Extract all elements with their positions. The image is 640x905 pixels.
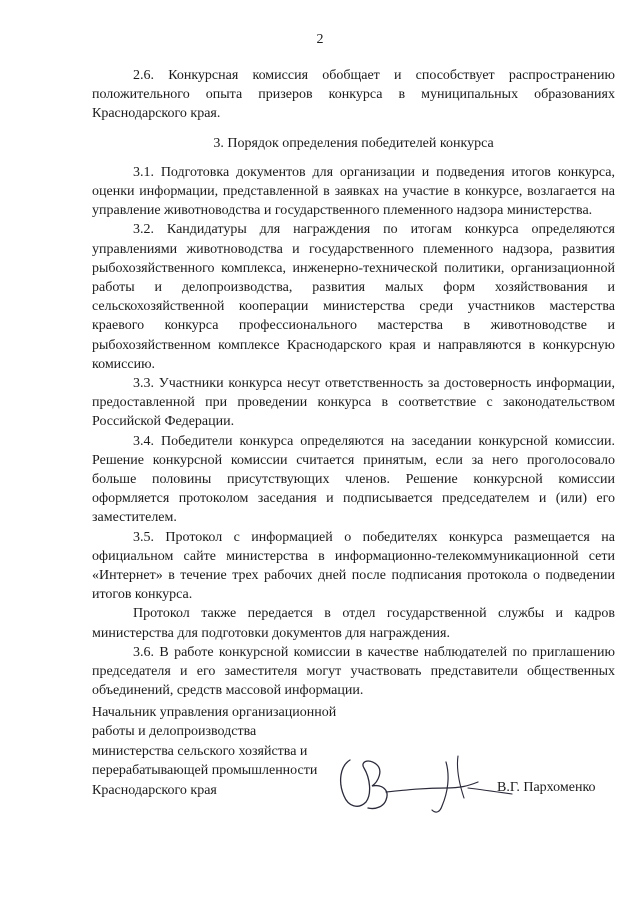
paragraph-2-6: 2.6. Конкурсная комиссия обобщает и способствует распространению положительного опыта призеров конкурса в муниципальных образованиях Краснодарского края. <box>92 68 615 122</box>
position-line: Начальник управления организационной <box>92 705 337 720</box>
paragraph-3-1: 3.1. Подготовка документов для организации и подведения итогов конкурса, оценки информации, представленной в заявках на участие в конкурсе, возлагается на управление животноводства и государственного племенного надзора министерства. <box>92 164 615 219</box>
position-line: Краснодарского края <box>92 782 217 798</box>
position-line: перерабатывающей промышленности <box>92 763 318 779</box>
paragraph-protocol: Протокол также передается в отдел государственной службы и кадров министерства для подготовки документов для награждения. <box>92 606 615 641</box>
paragraph-3-4: 3.4. Победители конкурса определяются на заседании конкурсной комиссии. Решение конкурсной комиссии считается принятым, если за него проголосовало больше половины присутствующих членов. Решение конкурсной комиссии оформляется протоколом заседания и подписывается председателем и (или) его заместителем. <box>92 433 615 526</box>
document-body <box>92 66 615 701</box>
paragraph-3-3: 3.3. Участники конкурса несут ответственность за достоверность информации, предоставленной при проведении конкурса в соответствие с законодательством Российской Федерации. <box>92 376 615 430</box>
page-number: 2 <box>316 32 324 47</box>
paragraph-3-5: 3.5. Протокол с информацией о победителях конкурса размещается на официальном сайте министерства в информационно-телекоммуникационной сети «Интернет» в течение трех рабочих дней после подписания протокола о подведении итогов конкурса. <box>92 529 615 603</box>
position-line: работы и делопроизводства <box>92 724 257 740</box>
paragraph-3-6: 3.6. В работе конкурсной комиссии в качестве наблюдателей по приглашению председателя и его заместителя могут участвовать представители общественных объединений, средств массовой информации. <box>92 644 615 699</box>
signatory-name: В.Г. Пархоменко <box>497 780 596 795</box>
position-line: министерства сельского хозяйства и <box>92 743 308 759</box>
handwritten-signature <box>328 752 518 814</box>
paragraph-3-2: 3.2. Кандидатуры для награждения по итогам конкурса определяются управлениями животноводства и государственного племенного надзора, развития рыбохозяйственного комплекса, инженерно-технической политики, организационной работы и делопроизводства, развития малых форм хозяйствования и сельскохозяйственной кооперации министерства среди участников мастерства краевого конкурса профессионального мастерства в животноводстве и рыбохозяйственном комплексе Краснодарского края и направляются в конкурсную комиссию. <box>92 222 615 372</box>
section-heading: 3. Порядок определения победителей конкурса <box>213 135 494 151</box>
